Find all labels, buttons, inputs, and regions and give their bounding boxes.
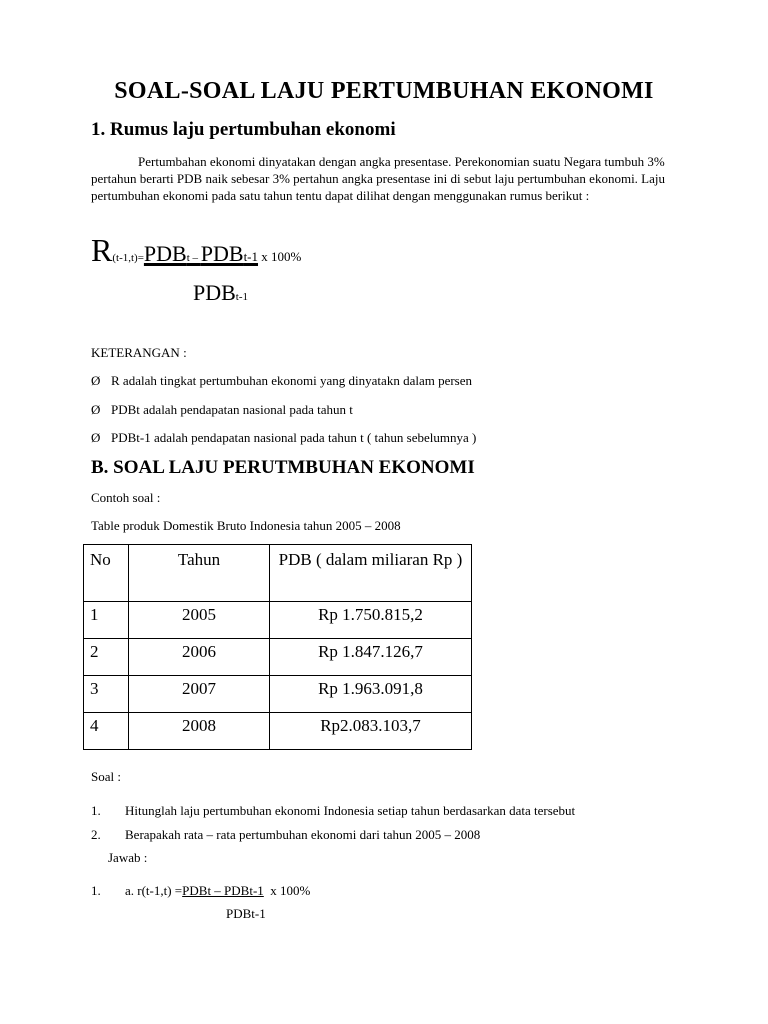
formula-pdb-t1-sub: t-1	[243, 249, 259, 264]
section-heading-rumus: 1. Rumus laju pertumbuhan ekonomi	[91, 119, 396, 140]
table-cell: Rp2.083.103,7	[270, 713, 472, 750]
table-header-row	[84, 545, 472, 602]
formula-times: x 100%	[258, 249, 302, 264]
table-cell: 4	[84, 713, 129, 750]
answer-prefix: a. r(t-1,t) =	[125, 883, 183, 898]
jawab-label: Jawab :	[108, 850, 148, 865]
question-number: 1.	[91, 803, 101, 818]
table-header-cell: PDB ( dalam miliaran Rp )	[270, 545, 472, 602]
formula-r: R	[91, 232, 113, 268]
table-header-cell: No	[84, 545, 129, 602]
formula-pdb-t-sub: t –	[186, 252, 201, 264]
table-cell: Rp 1.963.091,8	[270, 676, 472, 713]
formula-den-pdb: PDB	[193, 280, 236, 305]
table-cell: 1	[84, 602, 129, 639]
table-cell: 2007	[129, 676, 270, 713]
keterangan-item	[91, 373, 472, 389]
table-cell: 2	[84, 639, 129, 676]
page-title: SOAL-SOAL LAJU PERTUMBUHAN EKONOMI	[114, 78, 654, 104]
keterangan-item-text: R adalah tingkat pertumbuhan ekonomi yang dinyatakn dalam persen	[111, 373, 473, 388]
answer-number: 1.	[91, 883, 101, 898]
keterangan-item	[91, 430, 476, 446]
table-cell: 2008	[129, 713, 270, 750]
answer-denominator: PDBt-1	[226, 906, 266, 921]
intro-paragraph-text: Pertumbahan ekonomi dinyatakan dengan angka presentase. Perekonomian suatu Negara tumbuh 3% pertahun berarti PDB naik sebesar 3% pertahun angka presentase ini di sebut laju pertumbuhan ekonomi. Laju pertumbuhan ekonomi pada satu tahun tentu dapat dilihat dengan menggunakan rumus berikut :	[91, 154, 665, 203]
table-caption: Table produk Domestik Bruto Indonesia tahun 2005 – 2008	[91, 518, 401, 533]
pdb-table	[83, 544, 472, 750]
table-row	[84, 676, 472, 713]
table-cell: 2006	[129, 639, 270, 676]
table-row	[84, 713, 472, 750]
table-cell: Rp 1.847.126,7	[270, 639, 472, 676]
keterangan-item	[91, 402, 353, 418]
soal-label: Soal :	[91, 769, 121, 784]
formula-pdb-t1: PDB	[200, 241, 244, 266]
question-text: Berapakah rata – rata pertumbuhan ekonomi dari tahun 2005 – 2008	[125, 827, 481, 842]
table-row	[84, 639, 472, 676]
table-cell: Rp 1.750.815,2	[270, 602, 472, 639]
answer-numerator: PDBt – PDBt-1	[182, 883, 264, 898]
table-row	[84, 602, 472, 639]
table-cell: 3	[84, 676, 129, 713]
question-number: 2.	[91, 827, 101, 842]
bullet-icon: Ø	[91, 430, 101, 445]
keterangan-item-text: PDBt-1 adalah pendapatan nasional pada tahun t ( tahun sebelumnya )	[111, 430, 477, 445]
formula-denominator	[193, 280, 248, 306]
section-heading-soal: B. SOAL LAJU PERUTMBUHAN EKONOMI	[91, 457, 475, 478]
bullet-icon: Ø	[91, 402, 101, 417]
formula-pdb-t: PDB	[143, 241, 187, 266]
question-text: Hitunglah laju pertumbuhan ekonomi Indonesia setiap tahun berdasarkan data tersebut	[125, 803, 576, 818]
bullet-icon: Ø	[91, 373, 101, 388]
table-cell: 2005	[129, 602, 270, 639]
keterangan-label: KETERANGAN :	[91, 345, 187, 360]
question-item	[91, 827, 480, 843]
answer-times: x 100%	[263, 883, 311, 898]
formula-numerator	[91, 232, 301, 269]
formula-den-sub: t-1	[235, 291, 249, 303]
formula-r-sub: (t-1,t)=	[112, 252, 144, 264]
intro-paragraph	[91, 153, 681, 204]
question-item	[91, 803, 575, 819]
table-header-cell: Tahun	[129, 545, 270, 602]
contoh-label: Contoh soal :	[91, 490, 161, 505]
answer-formula	[91, 883, 310, 899]
keterangan-item-text: PDBt adalah pendapatan nasional pada tahun t	[111, 402, 353, 417]
